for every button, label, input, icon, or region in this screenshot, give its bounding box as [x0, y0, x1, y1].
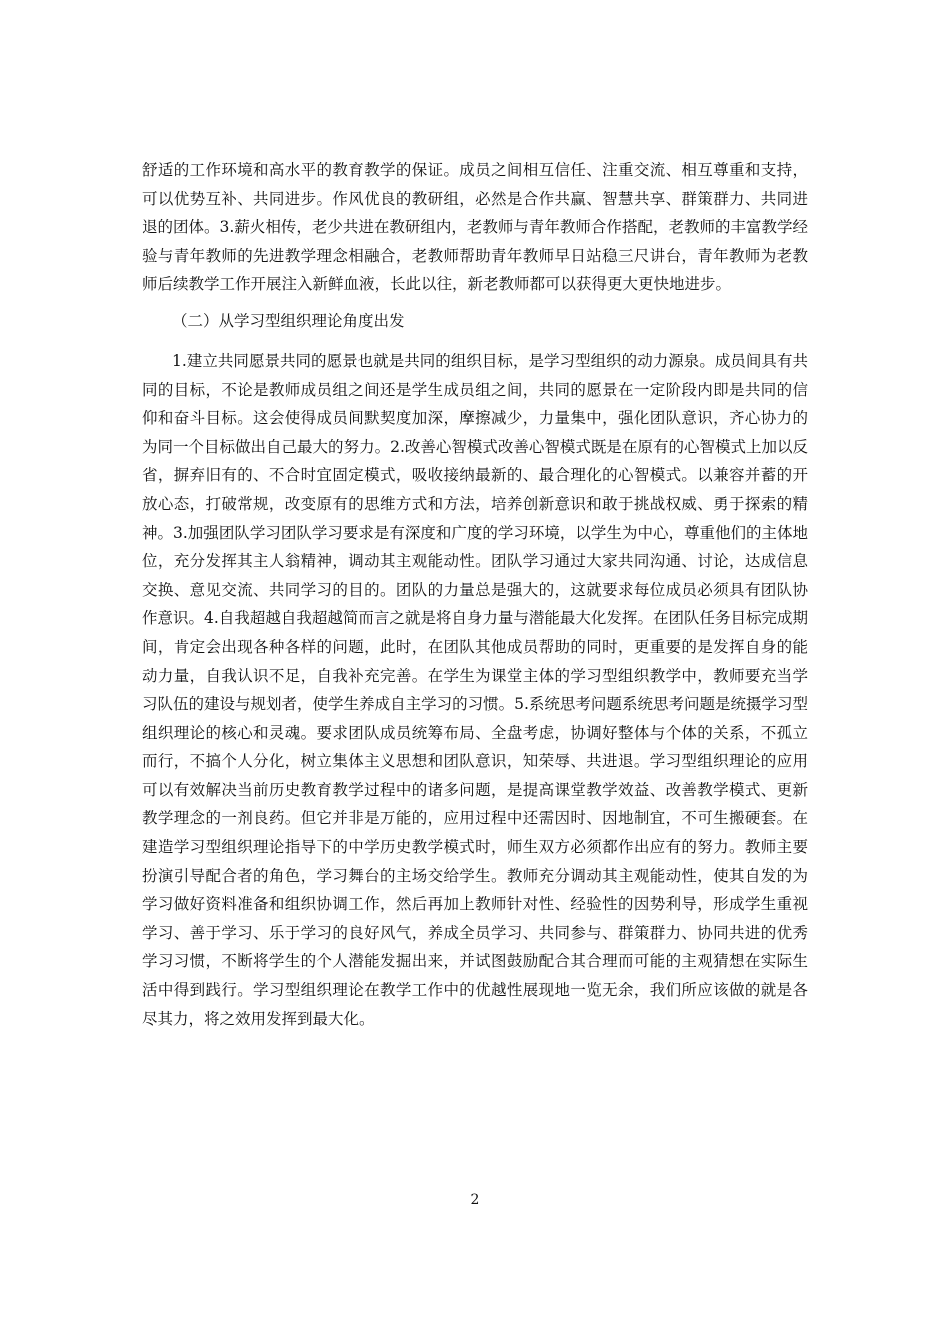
paragraph-learning-organization: 1.建立共同愿景共同的愿景也就是共同的组织目标，是学习型组织的动力源泉。成员间具有共同的目标，不论是教师成员组之间还是学生成员组之间，共同的愿景在一定阶段内即是共同的信仰和奋斗目标。这会使得成员间默契度加深，摩擦减少，力量集中，强化团队意识，齐心协力的为同一个目标做出自己最大的努力。2.改善心智模式改善心智模式既是在原有的心智模式上加以反省，摒弃旧有的、不合时宜固定模式，吸收接纳最新的、最合理化的心智模式。以兼容并蓄的开放心态，打破常规，改变原有的思维方式和方法，培养创新意识和敢于挑战权威、勇于探索的精神。3.加强团队学习团队学习要求是有深度和广度的学习环境，以学生为中心，尊重他们的主体地位，充分发挥其主人翁精神，调动其主观能动性。团队学习通过大家共同沟通、讨论，达成信息交换、意见交流、共同学习的目的。团队的力量总是强大的，这就要求每位成员必须具有团队协作意识。4.自我超越自我超越简而言之就是将自身力量与潜能最大化发挥。在团队任务目标完成期间，肯定会出现各种各样的问题，此时，在团队其他成员帮助的同时，更重要的是发挥自身的能动力量，自我认识不足，自我补充完善。在学生为课堂主体的学习型组织教学中，教师要充当学习队伍的建设与规划者，使学生养成自主学习的习惯。5.系统思考问题系统思考问题是统摄学习型组织理论的核心和灵魂。要求团队成员统筹布局、全盘考虑，协调好整体与个体的关系，不孤立而行，不搞个人分化，树立集体主义思想和团队意识，知荣辱、共进退。学习型组织理论的应用可以有效解决当前历史教育教学过程中的诸多问题，是提高课堂教学效益、改善教学模式、更新教学理念的一剂良药。但它并非是万能的，应用过程中还需因时、因地制宜，不可生搬硬套。在建造学习型组织理论指导下的中学历史教学模式时，师生双方必须都作出应有的努力。教师主要扮演引导配合者的角色，学习舞台的主场交给学生。教师充分调动其主观能动性，使其自发的为学习做好资料准备和组织协调工作，然后再加上教师针对性、经验性的因势利导，形成学生重视学习、善于学习、乐于学习的良好风气，养成全员学习、共同参与、群策群力、协同共进的优秀学习习惯，不断将学生的个人潜能发掘出来，并试图鼓励配合其合理而可能的主观猜想在实际生活中得到践行。学习型组织理论在教学工作中的优越性展现地一览无余，我们所应该做的就是各尽其力，将之效用发挥到最大化。 — [142, 351, 808, 1028]
paragraph-continued: 舒适的工作环境和高水平的教育教学的保证。成员之间相互信任、注重交流、相互尊重和支持，可以优势互补、共同进步。作风优良的教研组，必然是合作共赢、智慧共享、群策群力、共同进退的团体。3.薪火相传，老少共进在教研组内，老教师与青年教师合作搭配，老教师的丰富教学经验与青年教师的先进教学理念相融合，老教师帮助青年教师早日站稳三尺讲台，青年教师为老教师后续教学工作开展注入新鲜血液，长此以往，新老教师都可以获得更大更快地进步。 — [142, 161, 808, 294]
document-body — [142, 156, 808, 1033]
page-number: 2 — [470, 1192, 480, 1208]
section-heading: （二）从学习型组织理论角度出发 — [172, 311, 405, 330]
